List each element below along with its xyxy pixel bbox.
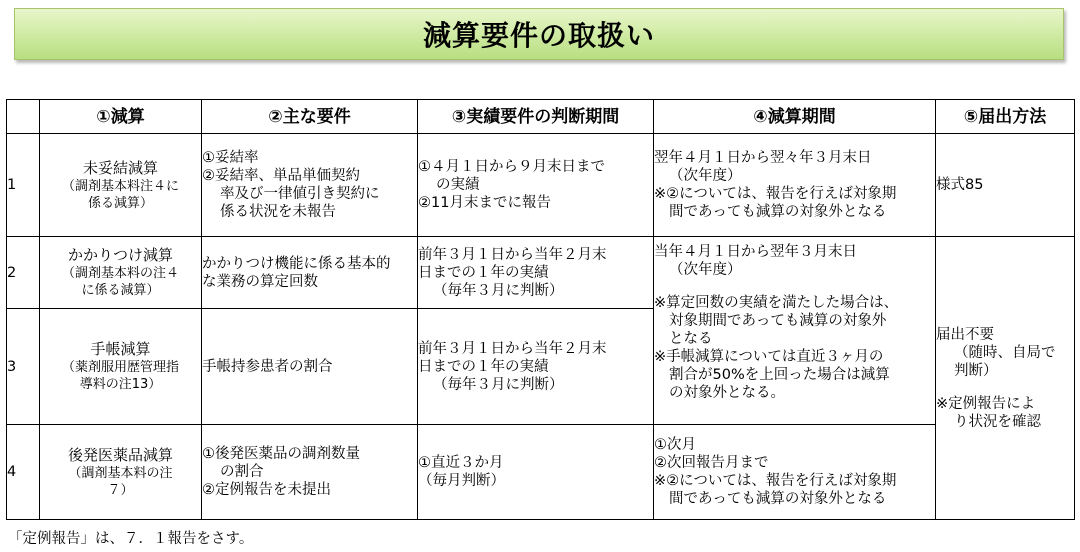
- text-line: 間であっても減算の対象外となる: [669, 491, 887, 507]
- text-line: 前年３月１日から当年２月末: [418, 246, 607, 263]
- deduction-name: 後発医薬品減算: [67, 445, 173, 464]
- deduction-name-cell: [40, 237, 202, 309]
- row-number: 4: [7, 425, 40, 520]
- header-number-cell: [7, 100, 40, 134]
- deduction-name: 手帳減算: [90, 340, 151, 358]
- deduction-period-cell: [654, 134, 936, 237]
- text-line: ①次月: [654, 437, 696, 453]
- deduction-name-cell: [40, 134, 202, 237]
- deduction-name-cell: [40, 425, 202, 520]
- deduction-name: かかりつけ減算: [67, 246, 173, 264]
- requirements-cell: [202, 237, 418, 309]
- text-line: （毎年３月に判断）: [433, 376, 564, 393]
- text-line: 前年３月１日から当年２月末: [418, 340, 607, 357]
- text-line: 手帳持参患者の割合: [202, 358, 333, 375]
- judgment-period-cell: [418, 237, 654, 309]
- text-line: の割合: [220, 464, 264, 480]
- deduction-basis: （調剤基本料の注: [68, 465, 173, 481]
- deduction-basis: 導料の注13）: [79, 377, 162, 392]
- text-line: な業務の算定回数: [202, 273, 318, 290]
- text-line: （毎年３月に判断）: [433, 282, 564, 299]
- text-line: ②定例報告を未提出: [202, 482, 331, 498]
- page-title: 減算要件の取扱い: [422, 19, 655, 52]
- deduction-requirements-table: [6, 99, 1075, 520]
- text-line: ①直近３か月: [418, 455, 504, 471]
- header-deduction-period: ④減算期間: [654, 100, 936, 134]
- text-line: かかりつけ機能に係る基本的: [202, 255, 391, 272]
- deduction-period-cell: [654, 237, 936, 425]
- row-number: 2: [7, 237, 40, 309]
- text-line: ※算定回数の実績を満たした場合は、: [654, 295, 899, 311]
- text-line: ※②については、報告を行えば対象期: [654, 186, 897, 202]
- row-number: 3: [7, 309, 40, 425]
- text-line: ②妥結率、単品単価契約: [202, 168, 360, 184]
- requirements-cell: [202, 134, 418, 237]
- text-line: ②次回報告月まで: [654, 455, 769, 471]
- text-line: ①妥結率: [202, 150, 259, 166]
- text-line: の対象外となる。: [669, 385, 785, 401]
- deduction-basis: （調剤基本料の注４: [61, 266, 179, 281]
- text-line: 対象期間であっても減算の対象外: [669, 313, 887, 329]
- judgment-period-cell: [418, 425, 654, 520]
- header-judgment-period: ③実績要件の判断期間: [418, 100, 654, 134]
- text-line: 日までの１年の実績: [418, 264, 549, 281]
- text-line: 割合が50%を上回った場合は減算: [669, 367, 890, 383]
- text-line: （毎月判断）: [418, 473, 505, 489]
- text-line: 間であっても減算の対象外となる: [669, 204, 887, 220]
- requirements-cell: [202, 309, 418, 425]
- text-line: 様式85: [936, 177, 984, 193]
- text-line: の実績: [436, 177, 480, 193]
- header-deduction: ①減算: [40, 100, 202, 134]
- text-line: ※②については、報告を行えば対象期: [654, 473, 897, 489]
- text-line: （次年度）: [669, 168, 742, 184]
- text-line: 率及び一律値引き契約に: [220, 186, 380, 202]
- text-line: 係る状況を未報告: [220, 204, 336, 220]
- text-line: 当年４月１日から翌年３月末日: [654, 244, 857, 260]
- notification-method-cell: [936, 134, 1075, 237]
- text-line: ①後発医薬品の調剤数量: [202, 446, 360, 462]
- deduction-period-cell: [654, 425, 936, 520]
- title-banner: [14, 8, 1064, 60]
- text-line: となる: [669, 331, 713, 347]
- text-line: 届出不要: [936, 326, 994, 343]
- requirements-cell: [202, 425, 418, 520]
- deduction-basis: （調剤基本料注４に: [61, 178, 179, 194]
- text-line: ①４月１日から９月末日まで: [418, 159, 605, 175]
- deduction-basis: （薬剤服用歴管理指: [61, 360, 179, 375]
- table-row: [7, 425, 1075, 520]
- text-line: り状況を確認: [954, 413, 1041, 430]
- text-line: 判断）: [954, 362, 998, 379]
- header-row: [7, 100, 1075, 134]
- table-row: [7, 134, 1075, 237]
- header-main-requirements: ②主な要件: [202, 100, 418, 134]
- footer-note: 「定例報告」は、７．１報告をさす。: [8, 531, 254, 547]
- text-line: （随時、自局で: [954, 344, 1056, 361]
- judgment-period-cell: [418, 134, 654, 237]
- deduction-name-cell: [40, 309, 202, 425]
- text-line: ②11月末までに報告: [418, 195, 551, 211]
- judgment-period-cell: [418, 309, 654, 425]
- notification-method-cell: [936, 237, 1075, 520]
- text-line: 日までの１年の実績: [418, 358, 549, 375]
- deduction-basis: に係る減算）: [81, 283, 160, 298]
- text-line: ※定例報告によ: [936, 395, 1036, 412]
- deduction-basis: ７）: [107, 482, 134, 498]
- deduction-basis: 係る減算）: [87, 195, 153, 211]
- deduction-name: 未妥結減算: [82, 158, 158, 177]
- header-notification-method: ⑤届出方法: [936, 100, 1075, 134]
- text-line: ※手帳減算については直近３ヶ月の: [654, 349, 884, 365]
- text-line: （次年度）: [669, 262, 742, 278]
- table-row: [7, 237, 1075, 309]
- text-line: 翌年４月１日から翌々年３月末日: [654, 150, 872, 166]
- row-number: 1: [7, 134, 40, 237]
